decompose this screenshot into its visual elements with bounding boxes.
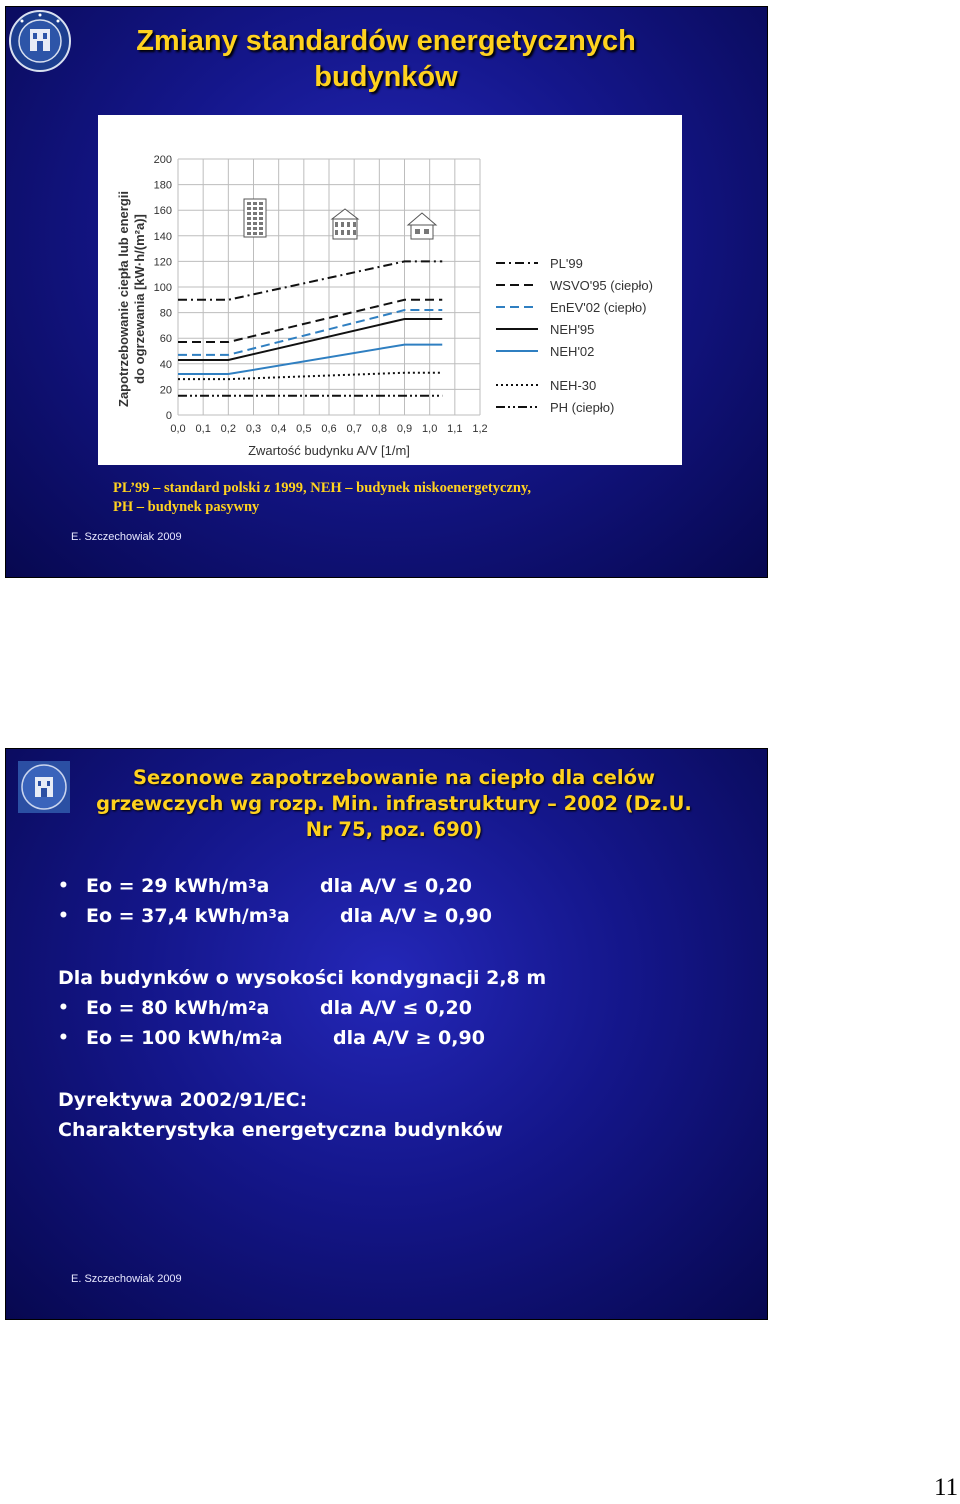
series-line [178, 300, 442, 342]
x-tick-label: 0,1 [195, 423, 211, 435]
condition-text: dla A/V ≤ 0,20 [320, 997, 472, 1019]
y-tick-label: 100 [153, 282, 172, 294]
slide-title [74, 765, 714, 843]
x-tick-label: 0,0 [170, 423, 186, 435]
y-axis-label-line-2: do ogrzewania [kW·h/(m²a)] [132, 214, 147, 384]
x-tick-label: 1,1 [447, 423, 463, 435]
y-axis-label-line-1: Zapotrzebowanie ciepła lub energii [116, 191, 131, 407]
legend-label: NEH'95 [550, 322, 595, 337]
legend-label: NEH'02 [550, 344, 595, 359]
university-seal-logo [8, 9, 72, 73]
x-tick-label: 0,8 [371, 423, 387, 435]
legend-label: PH (ciepło) [550, 400, 615, 415]
legend-label: EnEV'02 (ciepło) [550, 300, 647, 315]
chart-container [98, 115, 682, 465]
legend-label: PL'99 [550, 256, 583, 271]
page-number: 11 [934, 1474, 959, 1501]
x-tick-label: 0,4 [271, 423, 287, 435]
y-tick-label: 80 [159, 307, 172, 320]
slide-2: Sezonowe zapotrzebowanie na ciepło dla celów grzewczych wg rozp. Min. infrastruktury – 2002 (Dz.U. Nr 75, poz. 690) Eo = 29 kWh/$m^3a$ dla A/V ≤ 0,20 Eo = 37,4 kWh/$m^3a$ dla A/V ≥ 0,90 Dla budynków o wysokości kondygnacji 2,8 m Eo = 80 kWh/$m^2a$ dla A/V ≤ 0,20 Eo = 100 kWh/$m^2a$ dla A/V ≥ 0,90 Dyrektywa 2002/91/EC: Charakterystyka energetyczna budynków E. Szczechowiak 2009 [5, 748, 768, 1320]
slide-footer: E. Szczechowiak 2009 [71, 531, 182, 543]
directive-line-2: Charakterystyka energetyczna budynków [58, 1119, 503, 1141]
x-tick-label: 0,3 [245, 423, 262, 435]
title-line-1: Sezonowe zapotrzebowanie na ciepło dla celów [133, 766, 655, 789]
slide-footer: E. Szczechowiak 2009 [71, 1273, 182, 1285]
y-tick-label: 160 [153, 205, 172, 218]
x-tick-label: 0,9 [396, 423, 413, 435]
energy-standards-chart [98, 115, 682, 465]
y-tick-label: 60 [159, 333, 172, 346]
title-line-2: grzewczych wg rozp. Min. infrastruktury – 2002 (Dz.U. [96, 792, 692, 815]
y-tick-label: 0 [165, 410, 172, 422]
caption-line-2: PH – budynek pasywny [113, 499, 260, 515]
slide-1 [5, 6, 768, 578]
series-line [178, 310, 442, 355]
title-line-3: Nr 75, poz. 690) [305, 818, 483, 841]
series-line [178, 261, 442, 299]
caption-line-1: PL’99 – standard polski z 1999, NEH – budynek niskoenergetyczny, [113, 480, 532, 496]
single-family-house-icon [408, 213, 436, 239]
university-logo-small [18, 761, 70, 813]
condition-text: dla A/V ≥ 0,90 [340, 905, 492, 927]
chart-caption [113, 479, 673, 517]
y-tick-label: 140 [153, 230, 172, 243]
x-tick-label: 0,5 [296, 423, 312, 435]
x-axis-label: Zwartość budynku A/V [1/m] [248, 443, 410, 458]
y-tick-label: 40 [159, 358, 172, 371]
condition-text: dla A/V ≥ 0,90 [333, 1027, 485, 1049]
condition-text: dla A/V ≤ 0,20 [320, 875, 472, 897]
x-tick-label: 0,2 [220, 423, 236, 435]
series-line [178, 319, 442, 360]
y-tick-label: 180 [153, 179, 172, 192]
x-tick-label: 1,0 [422, 423, 438, 435]
y-tick-label: 200 [153, 154, 172, 166]
slide-title: Zmiany standardów energetycznych budynków [136, 25, 636, 93]
legend-label: WSVO'95 (ciepło) [550, 278, 653, 293]
apartment-block-icon [244, 199, 266, 237]
x-tick-label: 0,7 [346, 423, 362, 435]
y-tick-label: 20 [159, 384, 172, 397]
legend-label: NEH-30 [550, 378, 597, 393]
y-tick-label: 120 [153, 256, 172, 269]
section-heading: Dla budynków o wysokości kondygnacji 2,8 m [58, 967, 547, 989]
directive-line-1: Dyrektywa 2002/91/EC: [58, 1089, 308, 1111]
x-tick-label: 1,2 [472, 423, 488, 435]
x-tick-label: 0,6 [321, 423, 337, 435]
